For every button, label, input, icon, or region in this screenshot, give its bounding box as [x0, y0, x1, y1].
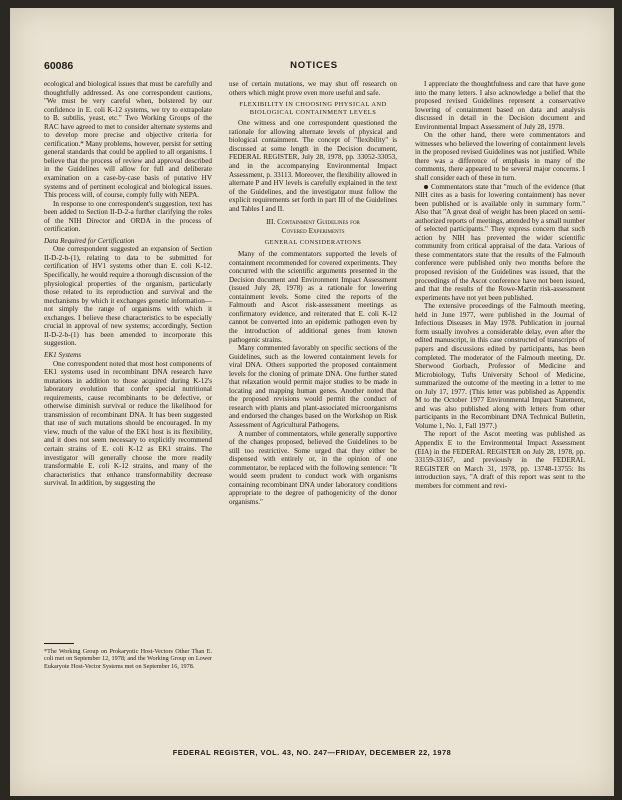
section-heading: GENERAL CONSIDERATIONS [264, 239, 362, 247]
column-2 [229, 80, 397, 710]
page-header [44, 60, 584, 74]
paragraph: In response to one correspondent's suggestion, text has been added to Section II-D-2-a further clarifying the roles of the NIH Director and ORDA in the process of certification. [44, 199, 212, 234]
paragraph: ecological and biological issues that must be carefully and thoughtfully addressed. As one correspondent cautions, "We must be very careful when, bolstered by our confidence in E. coli K-12 systems, we try to extrapolate to B. subtilis, yeast, etc." Two Working Groups of the RAC have agreed to met to consider alternate systems and to develop more precise and objective criteria for certification.* Many problems, however, persist for setting general standards that could be applied to all organisms. I believe that the process of review and approval described in the Guidelines will allow for full and deliberate examination on a case-by-case basis of putative HV systems and of pertinent ecological and biological issues. This process will, of course, comply fully with NEPA. [44, 80, 212, 200]
subheading: Data Required for Certification [44, 236, 135, 245]
paragraph: A number of commentators, while generally supportive of the changes proposed, believed the Guidelines to be still too restrictive. Some urged that they either be dispensed with entirely or, in the opinion of one commentator, be replaced with the following sentence: "It would seem prudent to conduct work with organisms containing recombinant DNA under laboratory conditions appropriate to the degree of pathogenicity of the donor organisms." [229, 429, 397, 506]
heading-line: BIOLOGICAL CONTAINMENT LEVELS [249, 108, 377, 116]
heading-line: Covered Experiments [281, 225, 345, 235]
paragraph: One witness and one correspondent questioned the rationale for allowing alternate levels of physical and biological containment. The concept of "flexibility" is discussed at some length in the Decision document, FEDERAL REGISTER, July 28, 1978, pp. 33052-33053, and in the accompanying Environmental Impact Assessment, p. 33113. Moreover, the flexibility allowed in alternate P and HV levels is carefully explained in the text of the Guidelines, and the investigator must follow the explicit requirements set forth in part III of the Guidelines and Tables I and II. [229, 119, 397, 213]
paragraph: The report of the Ascot meeting was published as Appendix E to the Environmental Impact Assessment (EIA) in the FEDERAL REGISTER on July 28, 1978, pp. 33159-33167, and previously in the FEDERAL REGISTER on March 31, 1978, pp. 13748-13755: Its introduction says, "A draft of this report was sent to the members for comment and revi- [415, 430, 585, 490]
paragraph: One correspondent noted that most host components of EK1 systems used in recombinant DNA research have mutations in addition to those acquired during K-12's laboratory evolution that confer special nutritional requirements, cause recombinants to be defective, or otherwise diminish survival or reduce the likelihood for transmission of recombinant DNA. It has been suggested that use of such mutations should be encouraged. In my view, much of the value of the EK1 host is its flexibility, and it does not seem necessary to explicitly recommend certain strains of E. coli K-12 as EK1 strains. The investigator will generally choose the more readily transformable E. coli K-12 strains, and many of the characteristics that enhance transformability decrease survival. In addition, by suggesting the [44, 359, 212, 488]
heading-line: FLEXIBILITY IN CHOOSING PHYSICAL AND [239, 101, 387, 109]
paragraph: Many commented favorably on specific sections of the Guidelines, such as the lowered containment levels for viral DNA. Others supported the proposed containment levels for the cloning of primate DNA. One further stated that relaxation would permit major studies to be made in locating and mapping human genes. Another noted that the proposed revisions would permit the conduct of research with plants and plant-associated microorganisms and endorsed the changes based on the Workshop on Risk Assessment of Agricultural Pathogens. [229, 344, 397, 430]
paragraph: The extensive proceedings of the Falmouth meeting, held in June 1977, were published in the Journal of Infectious Diseases in May 1978. Publication in journal form usually involves a considerable delay, even after the edited manuscript, in this case constructed of transcripts of papers and discussions edited by participants, has been completed. The moderator of the Falmouth meeting, Dr. Sherwood Gorbach, Professor of Medicine and Microbiology, Tufts University School of Medicine, summarized the outcome of the meeting in a letter to me on July 17, 1977. (This letter was published as Appendix M to the October 1977 Environmental Impact Statement, and was also published along with letters from other participants in the Recombinant DNA Technical Bulletin, Volume 1, No. 1, Fall 1977.) [415, 302, 585, 430]
bullet-text: Commentators state that "much of the evidence (that NIH cites as a basis for lowering containment) has never been published or is available only in summary form." Also that "A great deal of weight has been placed on semi-authorized reports of meetings, attended by a small number of selected participants." They express concern that such action by NIH has prevented the wider scientific community from critical appraisal of the data. Various of these commentators state that the results of the Falmouth conference were published only two months before the proposed revision of the Guidelines was issued, that the proceedings of the Ascot conference have not been issued, and that the results of the Rowe-Martin risk-assessment experiments have not yet been published. [415, 182, 585, 302]
paragraph: Many of the commentators supported the levels of containment recommended for covered experiments. They concurred with the scientific arguments presented in the Decision document and Environment Impact Assessment (issued July 28, 1978) as a rationale for lowering containment levels. Some cited the reports of the Falmouth and Ascot risk-assessment meetings as confirmatory evidence, and reiterated that E. coli K-12 cannot be converted into an epidemic pathogen even by the introduction of additional genes from known pathogenic strains. [229, 250, 397, 344]
paragraph: I appreciate the thoughtfulness and care that have gone into the many letters. I also acknowledge a belief that the proposed revised Guidelines represent a conservative lowering of containment based on data and analysis discussed in detail in the Decision document and Environmental Impact Assessment of July 28, 1978. [415, 80, 585, 131]
heading-line: III. Containment Guidelines for [266, 217, 360, 227]
page-number: 60086 [44, 60, 74, 72]
page-footer: FEDERAL REGISTER, VOL. 43, NO. 247—FRIDAY, DECEMBER 22, 1978 [172, 748, 452, 757]
part-heading [229, 218, 397, 235]
column-3 [415, 80, 585, 710]
footnote-rule [44, 643, 74, 644]
paragraph: One correspondent suggested an expansion of Section II-D-2-b-(1), relating to data to be submitted for certification of HV1 systems other than E. coli K-12. Specifically, he would require a thorough discussion of the physiological properties of the organism, particularly those related to its reproduction and survival and the mechanisms by which it exchanges genetic information—not simply the range of organisms with which it exchanges. I believe these characteristics to be especially crucial in approval of new systems; accordingly, Section II-D-2-b-(1) has been amended to incorporate this suggestion. [44, 245, 212, 348]
paragraph: On the other hand, there were commentators and witnesses who believed the lowering of containment levels in the proposed revised Guidelines was not justified. While there was a difference of emphasis in many of the comments, there appeared to be several major concerns. I shall consider each of these in turn. [415, 131, 585, 183]
bullet-paragraph [415, 183, 585, 303]
section-heading [229, 101, 397, 116]
column-1 [44, 80, 212, 710]
footnote: *The Working Group on Prokaryotic Host-Vectors Other Than E. coli met on September 12, 1978; and the Working Group on Lower Eukaryote Host-Vector Systems met on September 16, 1978. [44, 648, 212, 670]
bullet-icon [424, 185, 428, 189]
running-head: NOTICES [290, 60, 338, 71]
subheading: EK1 Systems [44, 350, 82, 359]
document-page [10, 8, 614, 796]
paragraph: use of certain mutations, we may shut off research on others which might prove even more useful and safe. [229, 80, 397, 97]
